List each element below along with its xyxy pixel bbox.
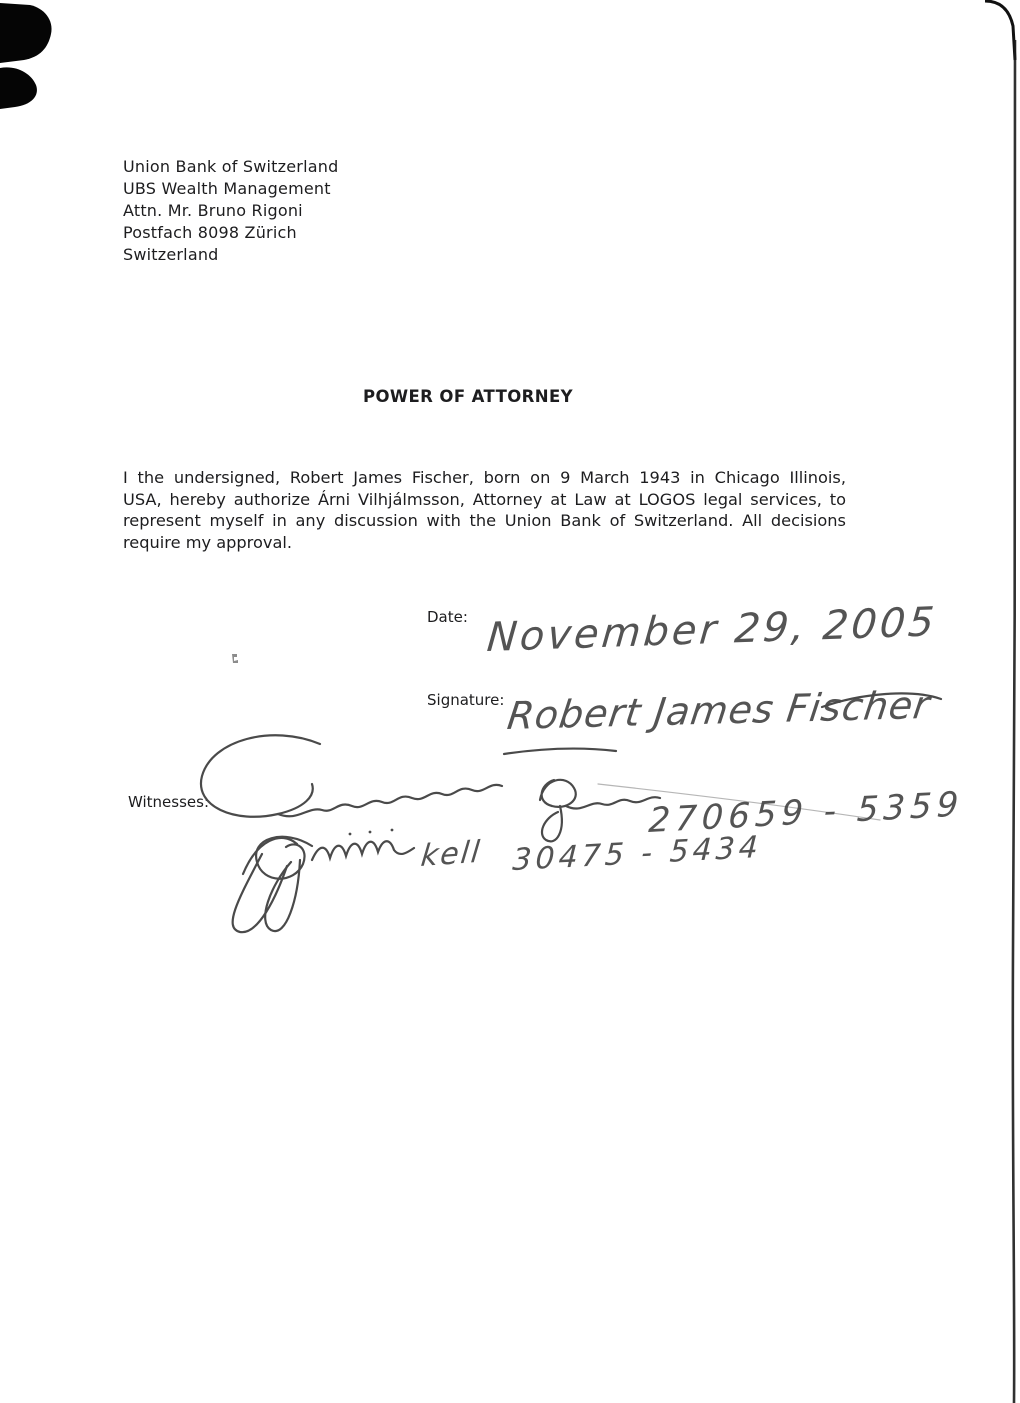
witness-1-id-number: 270659 - 5359 xyxy=(647,784,965,842)
scanner-artifact-top-left xyxy=(0,0,70,120)
body-line: USA, hereby authorize Árni Vilhjálmsson, Attorney at Law at LOGOS legal services, to xyxy=(123,489,846,509)
witness-2-signature-squiggle xyxy=(233,829,414,933)
address-line: UBS Wealth Management xyxy=(123,179,331,198)
address-line: Union Bank of Switzerland xyxy=(123,157,339,176)
signature-label: Signature: xyxy=(427,691,505,709)
body-line: represent myself in any discussion with the Union Bank of Switzerland. All decisions xyxy=(123,511,846,531)
address-line: Attn. Mr. Bruno Rigoni xyxy=(123,201,303,220)
witness-2-name-fragment: kell xyxy=(419,834,484,875)
scan-edge-line xyxy=(1013,40,1015,1403)
ink-speck xyxy=(231,653,240,664)
body-paragraph xyxy=(123,467,846,553)
scanner-blob-2 xyxy=(0,67,37,109)
body-line: I the undersigned, Robert James Fischer, born on 9 March 1943 in Chicago Illinois, xyxy=(123,468,846,487)
date-handwriting: November 29, 2005 xyxy=(485,599,939,661)
signature-handwriting: Robert James Fischer xyxy=(504,684,933,739)
scan-corner-hook xyxy=(985,1,1015,60)
recipient-address-block xyxy=(123,156,338,266)
signature-flourish-stroke xyxy=(822,693,941,707)
scanner-blob-1 xyxy=(0,3,52,63)
address-line: Switzerland xyxy=(123,245,219,264)
scanner-artifact-right-edge xyxy=(975,0,1020,1403)
address-line: Postfach 8098 Zürich xyxy=(123,223,297,242)
witness-2-id-number: 30475 - 5434 xyxy=(511,829,763,879)
document-title: POWER OF ATTORNEY xyxy=(362,387,574,406)
witness-1-signature-squiggle xyxy=(201,735,880,841)
witnesses-label: Witnesses: xyxy=(128,793,210,811)
body-line: require my approval. xyxy=(123,532,293,552)
date-label: Date: xyxy=(427,608,468,626)
